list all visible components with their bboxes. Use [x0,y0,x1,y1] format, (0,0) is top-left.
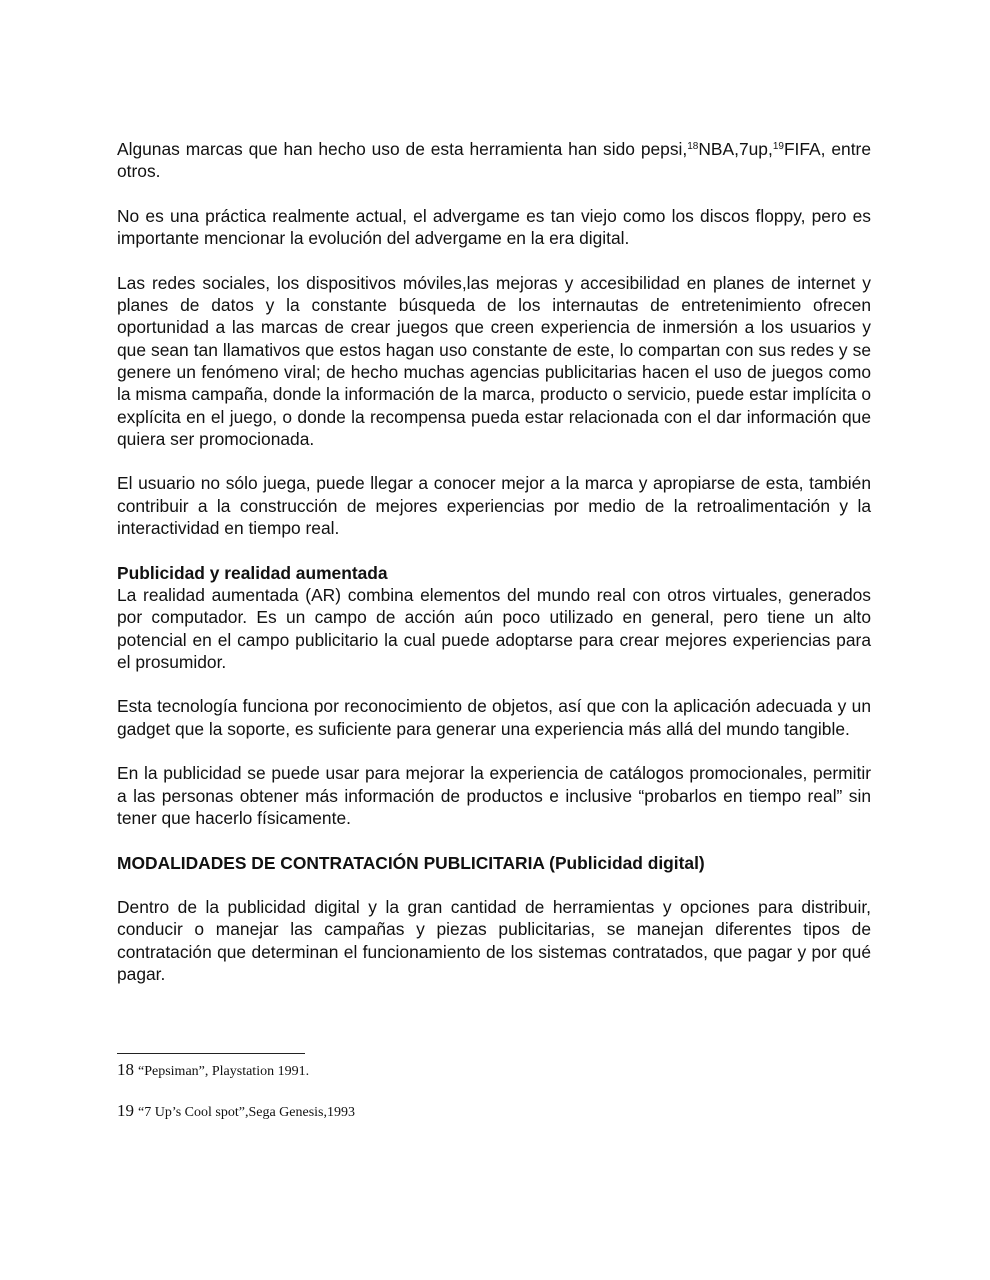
footnote-separator [117,1053,305,1054]
paragraph-ar-definition: La realidad aumentada (AR) combina elementos del mundo real con otros virtuales, generados por computador. Es un campo de acción aún poco utilizado en general, pero tiene un alto potencial en el campo publicitario la cual puede adoptarse para crear mejores experiencias para el prosumidor. [117,584,871,672]
document-body [117,138,871,1008]
section-heading-ar: Publicidad y realidad aumentada [117,562,388,583]
paragraph-text: FIFA, entre otros. [117,139,871,182]
footnote-text: “7 Up’s Cool spot”,Sega Genesis,1993 [138,1105,355,1120]
paragraph-user-experience: El usuario no sólo juega, puede llegar a conocer mejor a la marca y apropiarse de esta, también contribuir a la construcción de mejores experiencias por medio de la retroalimentación y la interactividad en tiempo real. [117,473,871,539]
paragraph-brands [117,138,871,183]
footnote-ref-18[interactable]: 18 [687,141,699,152]
footnote-19 [117,1101,355,1121]
paragraph-social-networks: Las redes sociales, los dispositivos móviles,las mejoras y accesibilidad en planes de internet y planes de datos y la constante búsqueda de los internautas de entretenimiento ofrecen oportunidad a las marcas de crear juegos que creen experiencia de inmersión a los usuarios y que sean tan llamativos que estos hagan uso constante de este, lo compartan con sus redes y se genere un fenómeno viral; de hecho muchas agencias publicitarias hacen el uso de juegos como la misma campaña, donde la información de la marca, producto o servicio, puede estar implícita o explícita en el juego, o donde la recompensa pueda estar relacionada con el dar información que quiera ser promocionada. [117,272,871,449]
paragraph-advergame-history: No es una práctica realmente actual, el advergame es tan viejo como los discos floppy, pero es importante mencionar la evolución del advergame en la era digital. [117,205,871,249]
paragraph-digital-contracting: Dentro de la publicidad digital y la gran cantidad de herramientas y opciones para distribuir, conducir o manejar las campañas y piezas publicitarias, se manejan diferentes tipos de contratación que determinan el funcionamiento de los sistemas contratados, que pagar y por qué pagar. [117,897,871,984]
footnote-number: 18 [117,1060,134,1079]
paragraph-ar-technology: Esta tecnología funciona por reconocimiento de objetos, así que con la aplicación adecuada y un gadget que la soporte, es suficiente para generar una experiencia más allá del mundo tangible. [117,696,871,739]
footnote-18 [117,1060,309,1080]
paragraph-text: NBA,7up, [698,139,773,159]
footnote-number: 19 [117,1101,134,1120]
footnote-text: “Pepsiman”, Playstation 1991. [138,1064,310,1079]
paragraph-ar-advertising: En la publicidad se puede usar para mejorar la experiencia de catálogos promocionales, permitir a las personas obtener más información de productos e inclusive “probarlos en tiempo real” sin tener que hacerlo físicamente. [117,763,871,828]
section-heading-modalidades: MODALIDADES DE CONTRATACIÓN PUBLICITARIA (Publicidad digital) [117,852,705,873]
paragraph-text: Algunas marcas que han hecho uso de esta herramienta han sido pepsi, [117,139,688,159]
footnote-ref-19[interactable]: 19 [772,141,784,152]
